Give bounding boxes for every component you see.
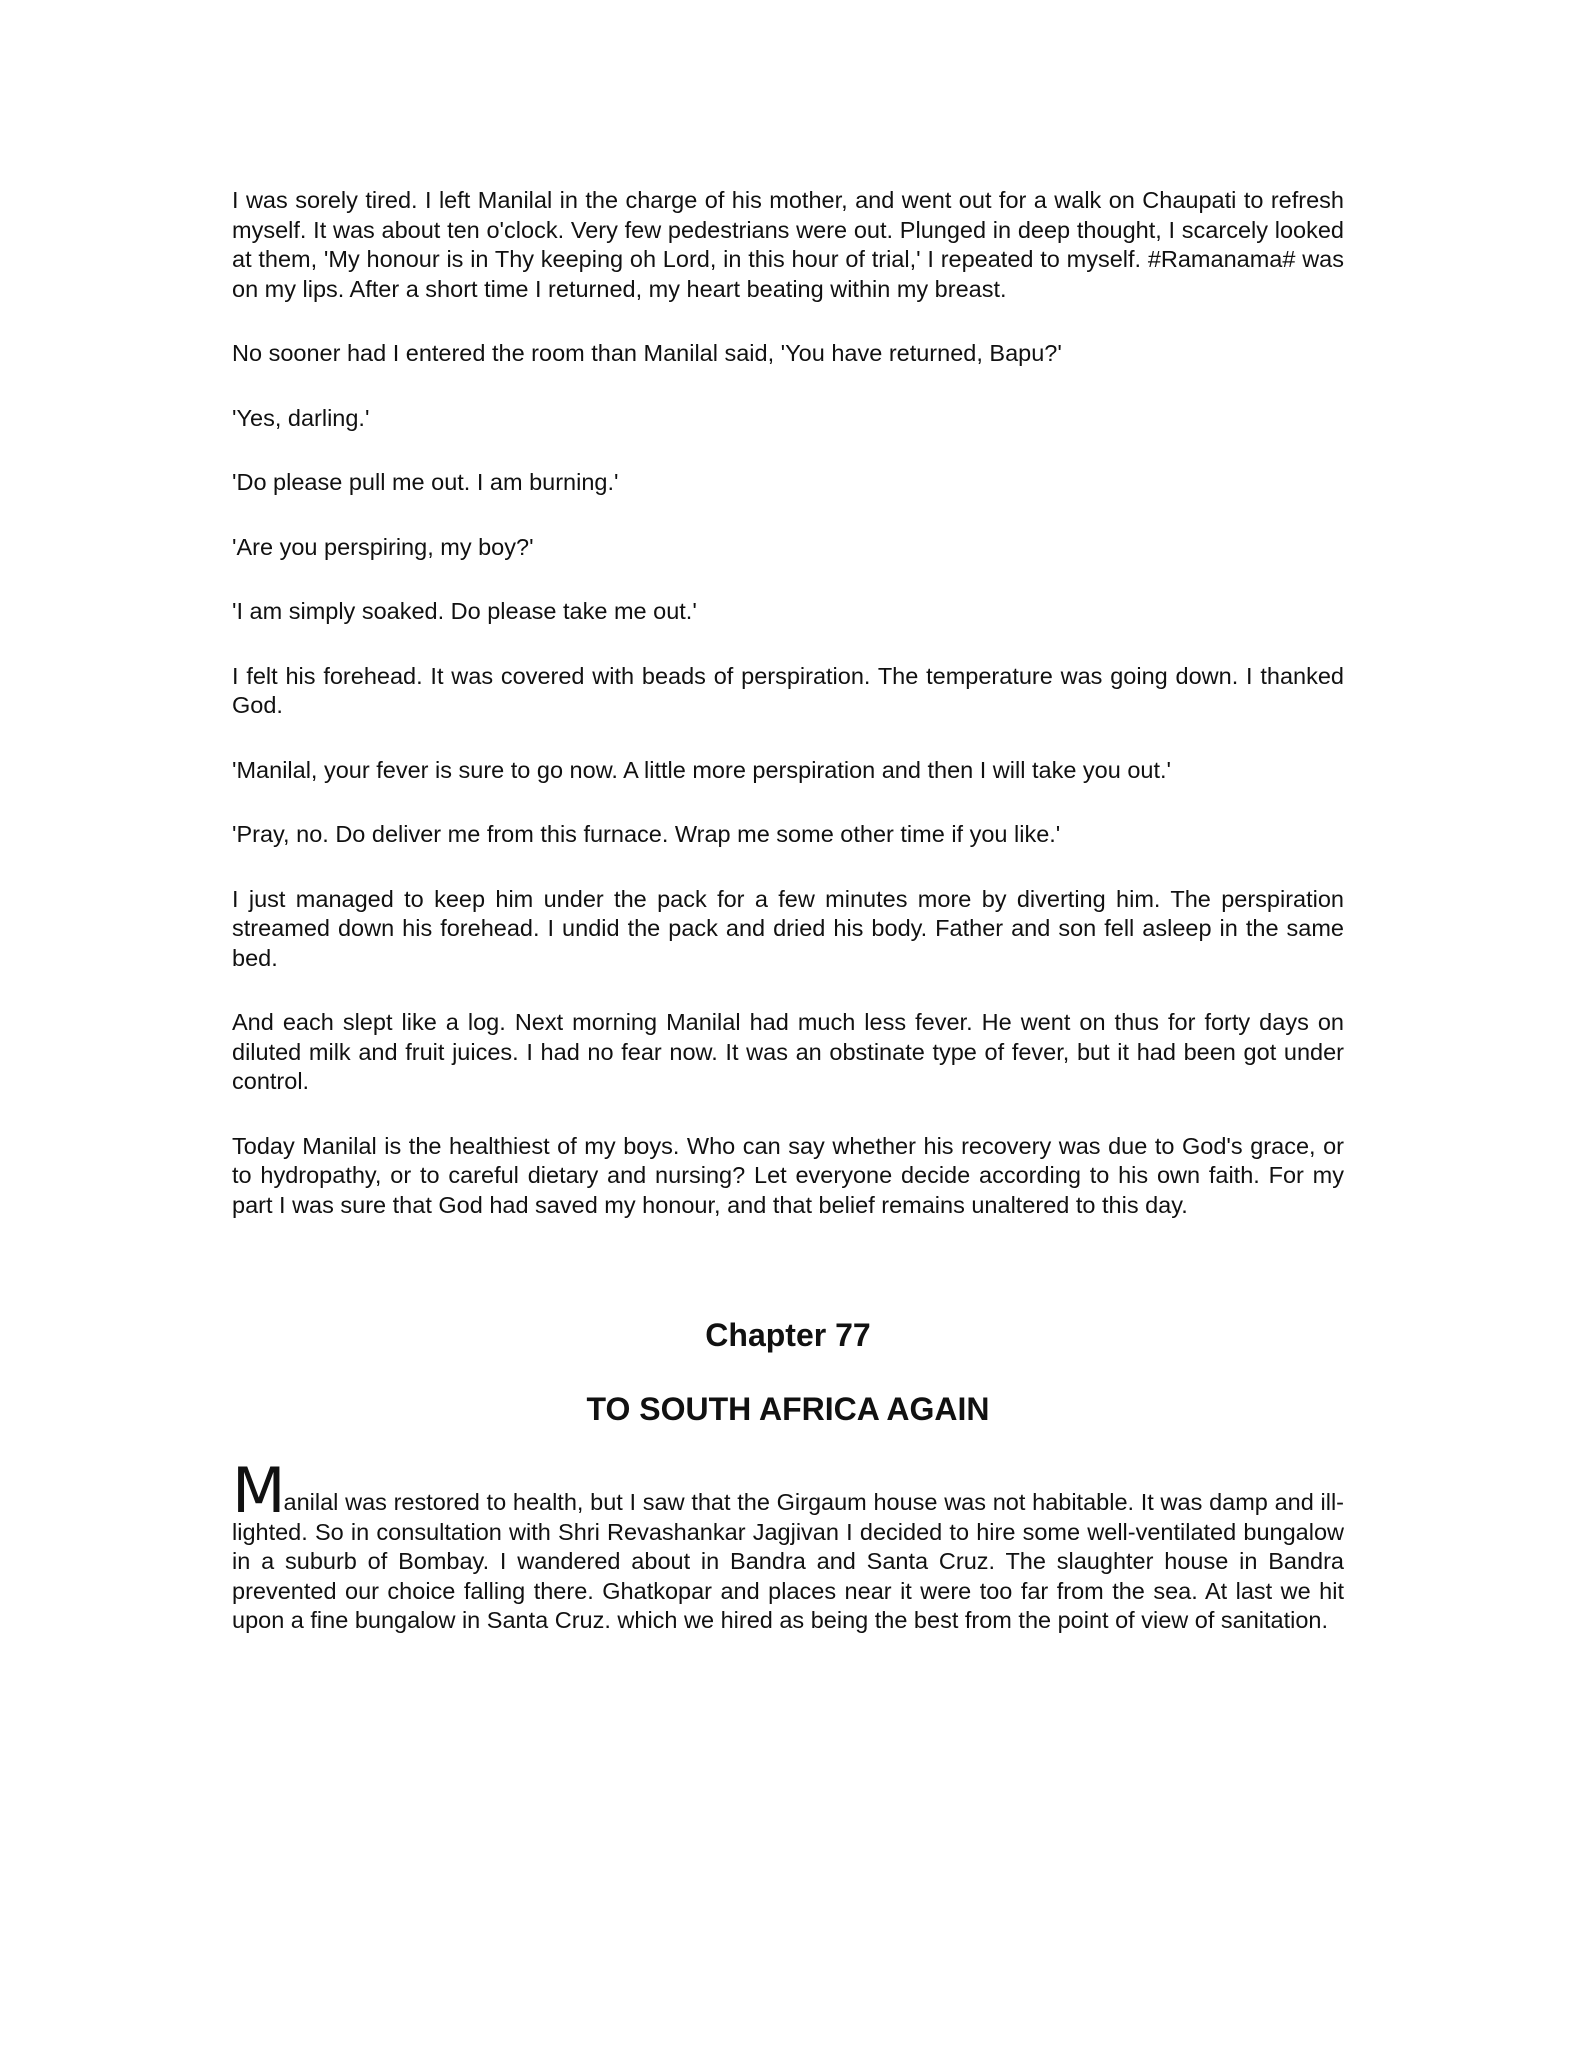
paragraph-healthiest: Today Manilal is the healthiest of my boys. Who can say whether his recovery was due to God's grace, or to hydropathy, or to careful dietary and nursing? Let everyone decide according to his own faith. For my part I was sure that God had saved my honour, and that belief remains unaltered to this day. (232, 1132, 1344, 1218)
paragraph-walk-chaupati: I was sorely tired. I left Manilal in the charge of his mother, and went out for a walk on Chaupati to refresh myself. It was about ten o'clock. Very few pedestrians were out. Plunged in deep thought, I scarcely looked at them, 'My honour is in Thy keeping oh Lord, in this hour of trial,' I repeated to myself. #Ramanama# was on my lips. After a short time I returned, my heart beating within my breast. (232, 187, 1344, 302)
paragraph-fever-go: 'Manilal, your fever is sure to go now. A little more perspiration and then I will take you out.' (232, 756, 1172, 783)
chapter-title: TO SOUTH AFRICA AGAIN (586, 1391, 990, 1427)
paragraph-perspiring: 'Are you perspiring, my boy?' (232, 533, 534, 560)
paragraph-under-the-pack: I just managed to keep him under the pack for a few minutes more by diverting him. The perspiration streamed down his forehead. I undid the pack and dried his body. Father and son fell asleep in the same bed. (232, 885, 1344, 971)
chapter-number: Chapter 77 (705, 1317, 871, 1353)
paragraph-yes-darling: 'Yes, darling.' (232, 404, 370, 431)
paragraph-opening (232, 1454, 1344, 1636)
drop-cap: M (232, 1454, 284, 1527)
document-page (232, 186, 1344, 1671)
paragraph-manilal-returned: No sooner had I entered the room than Manilal said, 'You have returned, Bapu?' (232, 340, 1062, 366)
paragraph-felt-forehead: I felt his forehead. It was covered with beads of perspiration. The temperature was going down. I thanked God. (232, 662, 1344, 718)
opening-paragraph-text: anilal was restored to health, but I saw that the Girgaum house was not habitable. It was damp and ill-lighted. So in consultation with Shri Revashankar Jagjivan I decided to hire some well-ventilated bungalow in a suburb of Bombay. I wandered about in Bandra and Santa Cruz. The slaughter house in Bandra prevented our choice falling there. Ghatkopar and places near it were too far from the sea. At last we hit upon a fine bungalow in Santa Cruz. which we hired as being the best from the point of view of sanitation. (232, 1489, 1344, 1633)
paragraph-pull-me-out: 'Do please pull me out. I am burning.' (232, 469, 619, 495)
paragraph-simply-soaked: 'I am simply soaked. Do please take me out.' (232, 598, 697, 624)
paragraph-slept-like-log: And each slept like a log. Next morning Manilal had much less fever. He went on thus for forty days on diluted milk and fruit juices. I had no fear now. It was an obstinate type of fever, but it had been got under control. (232, 1009, 1344, 1094)
paragraph-pray-no: 'Pray, no. Do deliver me from this furnace. Wrap me some other time if you like.' (232, 821, 1061, 847)
